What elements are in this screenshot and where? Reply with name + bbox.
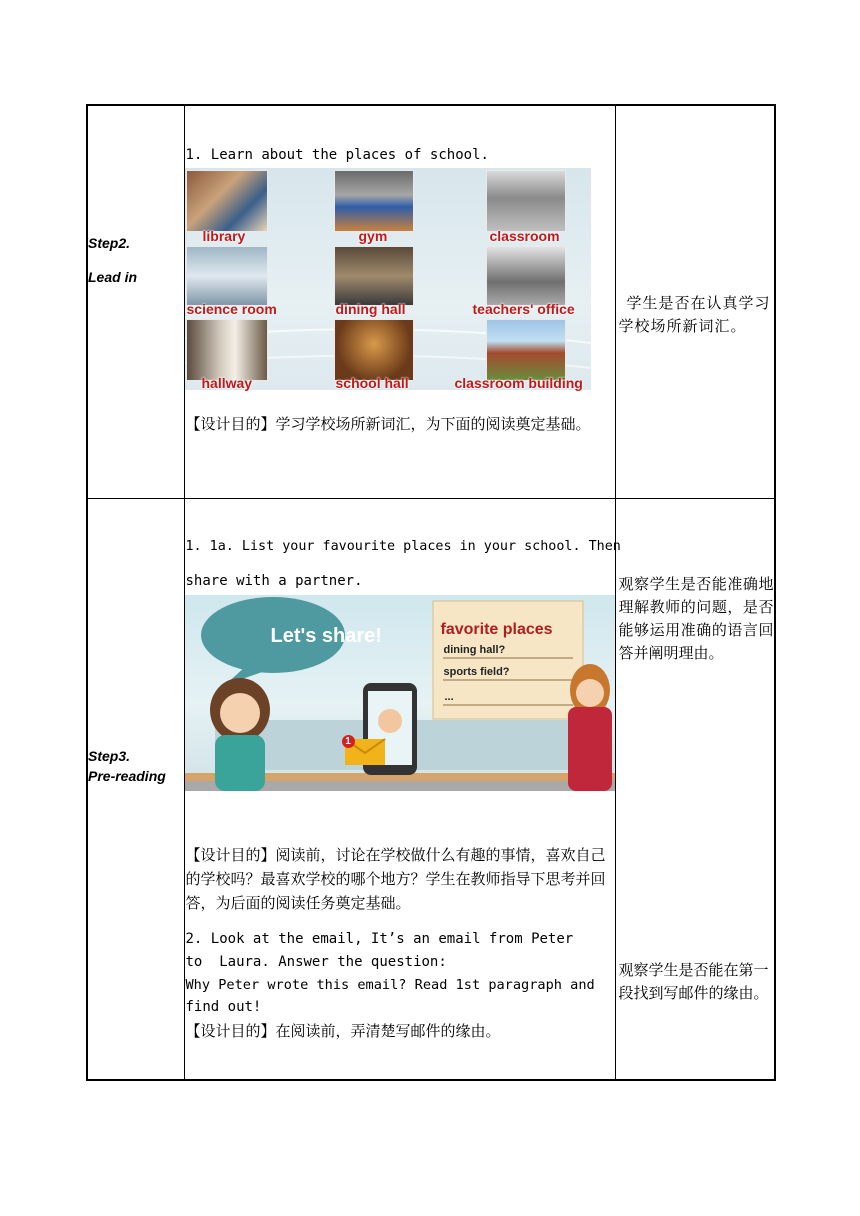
design-purpose-text: 【设计目的】学习学校场所新词汇，为下面的阅读奠定基础。 — [185, 415, 591, 433]
step-title: Step2. — [88, 235, 131, 251]
notice-item: dining hall? — [443, 643, 506, 656]
table-row — [87, 105, 775, 498]
notice-title: favorite places — [440, 620, 553, 638]
vocab-label: science room — [186, 301, 277, 317]
classroom-building-photo — [486, 319, 566, 381]
evaluation-cell — [615, 498, 775, 1080]
activity-text: 2. Look at the email, It’s an email from Peter — [185, 930, 574, 947]
step-subtitle: Lead in — [88, 269, 138, 285]
design-purpose-text: 【设计目的】在阅读前，弄清楚写邮件的缘由。 — [185, 1021, 501, 1040]
activity-text: share with a partner. — [185, 572, 363, 589]
library-photo — [186, 170, 268, 232]
table-row — [87, 498, 775, 1080]
vocab-label: hallway — [201, 375, 253, 391]
activity-text: find out! — [185, 998, 262, 1015]
lets-share-image — [185, 595, 615, 791]
vocab-label: teachers' office — [472, 301, 575, 317]
step-title: Step3. — [88, 747, 131, 764]
activity-text: to Laura. Answer the question: — [185, 953, 447, 970]
vocab-label: school hall — [335, 375, 409, 391]
step-subtitle: Pre-reading — [88, 767, 166, 784]
school-places-image — [185, 168, 591, 390]
activity-cell — [184, 498, 621, 1080]
lesson-plan-table — [86, 104, 776, 1081]
hallway-photo — [186, 319, 268, 381]
vocab-label: dining hall — [335, 301, 406, 317]
teachers-office-photo — [486, 246, 566, 306]
step-cell — [87, 498, 184, 1080]
classroom-photo — [486, 170, 566, 232]
evaluation-text: 学生是否在认真学习学校场所新词汇。 — [618, 294, 771, 335]
vocab-label: library — [202, 228, 246, 244]
activity-text: 1. 1a. List your favourite places in your school. Then — [185, 538, 621, 554]
notice-item: sports field? — [443, 665, 510, 678]
evaluation-text: 观察学生是否能准确地理解教师的问题，是否能够运用准确的语言回答并阐明理由。 — [618, 574, 774, 662]
activity-cell — [184, 105, 615, 498]
evaluation-cell — [615, 105, 775, 498]
school-hall-photo — [334, 319, 414, 381]
notice-item: ... — [444, 690, 454, 703]
gym-photo — [334, 170, 414, 232]
science-room-photo — [186, 246, 268, 306]
share-bubble-text: Let's share! — [270, 624, 382, 647]
vocab-label: classroom — [489, 228, 560, 244]
activity-text: 1. Learn about the places of school. — [185, 147, 489, 163]
notification-badge: 1 — [342, 735, 355, 748]
vocab-label: gym — [358, 228, 388, 244]
activity-text: Why Peter wrote this email? Read 1st paragraph and — [185, 976, 595, 993]
design-purpose-text: 【设计目的】阅读前，讨论在学校做什么有趣的事情，喜欢自己的学校吗？最喜欢学校的哪个地方？学生在教师指导下思考并回答，为后面的阅读任务奠定基础。 — [185, 845, 606, 912]
dining-hall-photo — [334, 246, 414, 306]
evaluation-text: 观察学生是否能在第一段找到写邮件的缘由。 — [618, 960, 769, 1002]
step-cell — [87, 105, 184, 498]
vocab-label: classroom building — [454, 375, 583, 391]
